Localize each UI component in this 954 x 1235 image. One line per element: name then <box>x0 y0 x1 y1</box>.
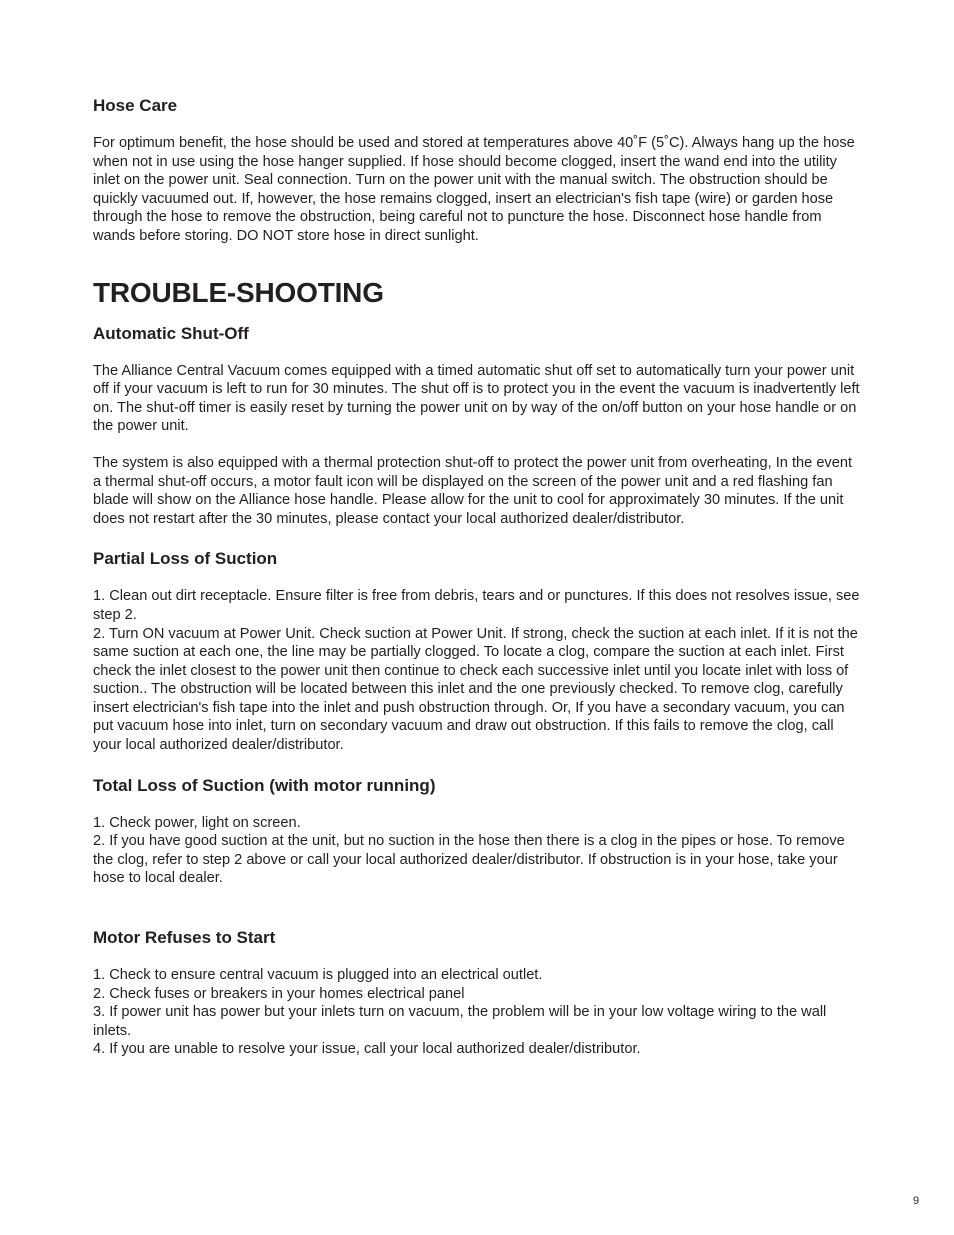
page-title: TROUBLE-SHOOTING <box>93 276 384 308</box>
automatic-shutoff-paragraph-1: The Alliance Central Vacuum comes equipped with a timed automatic shut off set to automatically turn your power unit off if your vacuum is left to run for 30 minutes. The shut off is to protect you in the event the vacuum is inadvertently left on. The shut-off timer is easily reset by turning the power unit on by way of the on/off button on your hose handle or on the power unit. <box>93 362 860 435</box>
page-content <box>93 96 861 1059</box>
hose-care-heading: Hose Care <box>93 96 178 115</box>
total-loss-step-1: 1. Check power, light on screen. <box>93 814 301 831</box>
partial-loss-step-1: 1. Clean out dirt receptacle. Ensure filter is free from debris, tears and or punctures. If this does not resolves issue, see step 2. <box>93 588 860 623</box>
page-number: 9 <box>913 1195 920 1207</box>
total-loss-step-2: 2. If you have good suction at the unit, but no suction in the hose then there is a clog in the pipes or hose. To remove the clog, refer to step 2 above or call your local authorized dealer/distributor. If obstruction is in your hose, take your hose to local dealer. <box>93 833 845 887</box>
hose-care-paragraph: For optimum benefit, the hose should be used and stored at temperatures above 40˚F (5˚C). Always hang up the hose when not in use using the hose hanger supplied. If hose should become clogged, insert the wand end into the utility inlet on the power unit. Seal connection. Turn on the power unit with the manual switch. The obstruction should be quickly vacuumed out. If, however, the hose remains clogged, insert an electrician's fish tape (wire) or garden hose through the hose to remove the obstruction, being careful not to puncture the hose. Disconnect hose handle from wands before storing. DO NOT store hose in direct sunlight. <box>93 135 855 244</box>
partial-loss-step-2: 2. Turn ON vacuum at Power Unit. Check suction at Power Unit. If strong, check the suction at each inlet. If it is not the same suction at each one, the line may be partially clogged. To locate a clog, compare the suction at each inlet. First check the inlet closest to the power unit then continue to check each successive inlet until you locate inlet with loss of suction.. The obstruction will be located between this inlet and the one previously checked. To remove clog, carefully insert electrician's fish tape into the inlet and push obstruction through. Or, If you have a secondary vacuum, you can put vacuum hose into inlet, turn on secondary vacuum and draw out obstruction. If this fails to remove the clog, call your local authorized dealer/distributor. <box>93 625 858 754</box>
motor-refuses-step-2: 2. Check fuses or breakers in your homes electrical panel <box>93 985 465 1002</box>
automatic-shutoff-heading: Automatic Shut-Off <box>93 323 249 343</box>
motor-refuses-step-4: 4. If you are unable to resolve your issue, call your local authorized dealer/distributor. <box>93 1041 641 1058</box>
motor-refuses-step-3: 3. If power unit has power but your inlets turn on vacuum, the problem will be in your low voltage wiring to the wall inlets. <box>93 1004 827 1039</box>
motor-refuses-step-1: 1. Check to ensure central vacuum is plugged into an electrical outlet. <box>93 967 543 984</box>
automatic-shutoff-paragraph-2: The system is also equipped with a thermal protection shut-off to protect the power unit from overheating, In the event a thermal shut-off occurs, a motor fault icon will be displayed on the screen of the power unit and a red flashing fan blade will show on the Alliance hose handle. Please allow for the unit to cool for approximately 30 minutes. If the unit does not restart after the 30 minutes, please contact your local authorized dealer/distributor. <box>93 454 853 527</box>
motor-refuses-heading: Motor Refuses to Start <box>93 928 276 948</box>
partial-loss-heading: Partial Loss of Suction <box>93 549 278 569</box>
total-loss-heading: Total Loss of Suction (with motor running) <box>93 775 436 795</box>
